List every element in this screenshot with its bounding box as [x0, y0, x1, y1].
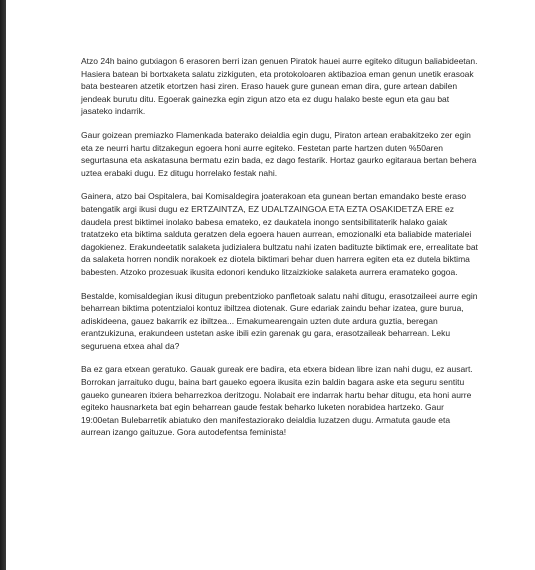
document-page: [8, 0, 535, 570]
paragraph-5: Ba ez gara etxean geratuko. Gauak gureak ere badira, eta etxera bidean libre izan nahi dugu, ez ausart. Borrokan jarraituko dugu, baina bart gaueko egoera ikusita ezin baldin bagara aske eta seguru sentitu gaueko gunearen itxiera beharrezkoa deritzogu. Nolabait ere indarrak hartu behar ditugu, eta honi aurre egiteko hausnarketa bat egin beharrean gaude festak beharko luketen norabidea hartzeko. Gaur 19:00etan Bulebarretik abiatuko den manifestaziorako deialdia luzatzen dugu. Armatuta gaude eta aurrean izango gaituzue. Gora autodefentsa feminista!: [81, 364, 473, 438]
paragraph-2: Gaur goizean premiazko Flamenkada baterako deialdia egin dugu, Piraton artean erabakitzeko zer egin eta ze neurri hartu ditzakegun egoera honi aurre egiteko. Festetan parte hartzen duten %50aren segurtasuna eta askatasuna bermatu ezin bada, ez dago festarik. Hortaz gaurko egitaraua bertan behera uztea erabaki dugu. Ez ditugu horrelako festak nahi.: [81, 129, 477, 178]
left-edge-shadow: [0, 0, 6, 570]
paragraph-4: Bestalde, komisaldegian ikusi ditugun prebentzioko panfletoak salatu nahi ditugu, erasotzaileei aurre egin beharrean biktima potentzialoi kontuz ibiltzea diotenak. Gure edariak zaindu behar izatea, gure burua, adiskideena, gauez bakarrik ez ibiltzea... Emakumearengain uzten dute ardura guztia, beregan erantzukizuna, erakundeen ustetan aske ibili ezin garenak gu gara, erasotzaileak beharrean. Leku seguruena etxea ahal da?: [81, 290, 478, 351]
paragraph-1: Atzo 24h baino gutxiagon 6 erasoren berri izan genuen Piratok hauei aurre egiteko ditugun baliabideetan. Hasiera batean bi bortxaketa salatu zizkiguten, eta protokoloaren aktibazioa eman genun unetik erasoak bata bestearen atzetik etortzen hasi ziren. Eraso hauek gure gunean eman dira, gure artean dabilen jendeak burutu ditu. Egoerak gainezka egin zigun atzo eta ez dugu halako beste egun eta gau bat jasateko indarrik.: [81, 56, 478, 117]
document-body: [81, 55, 481, 450]
paragraph-3: Gainera, atzo bai Ospitalera, bai Komisaldegira joaterakoan eta gunean bertan emandako beste eraso batengatik argi ikusi dugu ez ERTZAINTZA, EZ UDALTZAINGOA ETA EZTA OSAKIDETZA ERE ez daudela prest biktimei inolako babesa emateko, ez daukatela inongo sentsibilitaterik halako gaiak tratatzeko eta biktima salduta geratzen dela egoera hauen aurrean, emozionalki eta baliabide materialei dagokienez. Erakundeetatik salaketa judizialera bultzatu nahi izaten badituzte biktimak ere, errealitate bat da salaketa horren nondik norakoek ez diotela biktimari behar duen harrera egiten eta ez dutela biktima babesten. Atzoko prozesuak ikusita edonori kenduko litzaizkioke salaketa aurrera eramateko gogoa.: [81, 191, 478, 277]
